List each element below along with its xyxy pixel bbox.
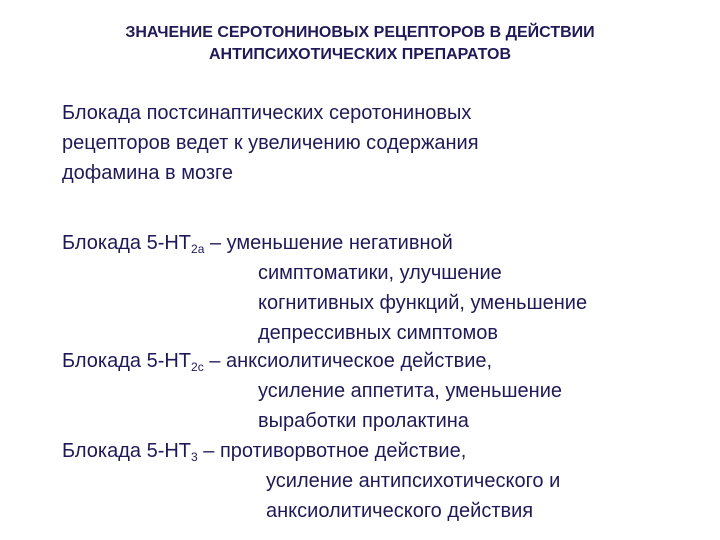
effect-line: депрессивных симптомов xyxy=(258,322,498,344)
dash: – xyxy=(204,232,227,254)
blockade-prefix: Блокада 5-НТ xyxy=(62,350,192,372)
effect-line: анксиолитического действия xyxy=(266,500,534,522)
effect-line: анксиолитическое действие, xyxy=(225,350,493,372)
title-line-2: АНТИПСИХОТИЧЕСКИХ ПРЕПАРАТОВ xyxy=(208,46,512,63)
receptor-subscript: 3 xyxy=(191,450,198,464)
blockade-5ht2c xyxy=(62,346,562,436)
blockade-5ht3-lead xyxy=(62,436,560,466)
intro-line-3: дофамина в мозге xyxy=(62,162,233,184)
receptor-subscript: 2с xyxy=(191,360,204,374)
receptor-subscript: 2а xyxy=(191,242,205,256)
dash: – xyxy=(203,350,226,372)
blockade-5ht2a-lead xyxy=(62,228,587,258)
blockade-5ht3 xyxy=(62,436,560,526)
blockade-prefix: Блокада 5-НТ xyxy=(62,440,192,462)
blockade-5ht2a xyxy=(62,228,587,348)
effect-line: усиление аппетита, уменьшение xyxy=(258,380,563,402)
effect-line: усиление антипсихотического и xyxy=(266,470,561,492)
intro-line-1: Блокада постсинаптических серотониновых xyxy=(62,102,472,124)
blockade-prefix: Блокада 5-НТ xyxy=(62,232,192,254)
effect-line: симптоматики, улучшение xyxy=(258,262,502,284)
effect-line: выработки пролактина xyxy=(258,410,469,432)
effect-line: когнитивных функций, уменьшение xyxy=(258,292,588,314)
dash: – xyxy=(197,440,220,462)
intro-line-2: рецепторов ведет к увеличению содержания xyxy=(62,132,479,154)
page-title xyxy=(40,22,680,66)
title-line-1: ЗНАЧЕНИЕ СЕРОТОНИНОВЫХ РЕЦЕПТОРОВ В ДЕЙСТВИИ xyxy=(125,24,595,41)
blockade-5ht2c-lead xyxy=(62,346,562,376)
effect-line: противорвотное действие, xyxy=(219,440,467,462)
effect-line: уменьшение негативной xyxy=(226,232,453,254)
intro-paragraph xyxy=(62,98,682,188)
